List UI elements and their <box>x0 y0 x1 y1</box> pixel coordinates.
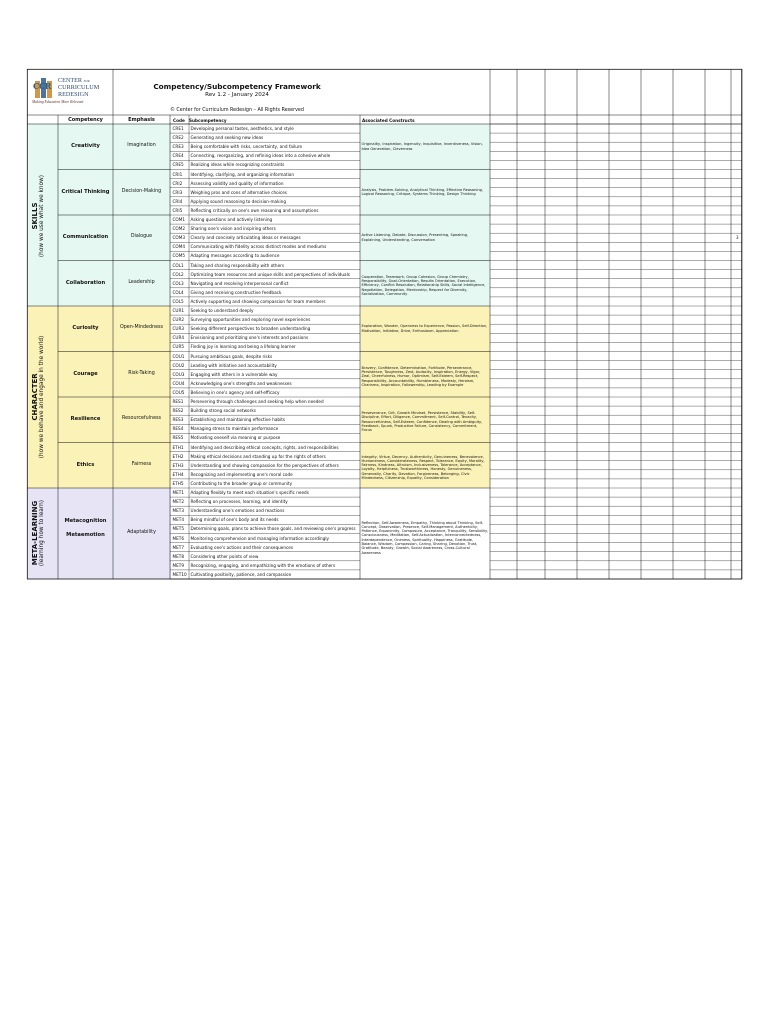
subcompetency-code: CUR1 <box>172 308 185 313</box>
subcompetency-text: Envisioning and prioritizing one's interests and passions <box>190 335 309 341</box>
logo-center: CENTER <box>58 77 83 84</box>
subcompetency-code: MET2 <box>172 499 184 505</box>
subcompetency-code: COL5 <box>172 298 184 304</box>
competency-name: Collaboration <box>65 279 106 286</box>
subcompetency-code: MET9 <box>172 562 184 568</box>
subcompetency-code: RES5 <box>172 435 184 441</box>
subcompetency-code: COM4 <box>172 244 185 250</box>
subcompetency-code: MET8 <box>172 553 184 559</box>
subcompetency-code: COL3 <box>172 280 184 286</box>
header-constructs: Associated Constructs <box>362 117 415 123</box>
subcompetency-code: CRI3 <box>172 189 183 195</box>
subcompetency-text: Engaging with others in a vulnerable way <box>190 371 278 377</box>
subcompetency-code: CUR5 <box>172 344 185 350</box>
subcompetency-code: MET7 <box>172 544 184 550</box>
subcompetency-text: Navigating and resolving interpersonal conflict <box>190 280 289 286</box>
subcompetency-text: Reflecting critically on one's own reasoning and assumptions <box>190 207 319 213</box>
subcompetency-text: Contributing to the broader group or community <box>190 480 293 486</box>
emphasis-label: Adaptability <box>127 530 156 536</box>
associated-constructs: Reflection, Self-Awareness, Empathy, Thinking about Thinking, Self-Concept, Observation, Presence, Self-Management, Authenticity, Patience, Equanimity, Composure, Acceptance, Tranquility, Sensibility, Consciousness, Meditation, Self-Actualization, Interconnectedness, Interdependence, Oneness, Spirituality, Happiness, Gratitude, Balance, Wisdom, Compassion, Caring, Sharing, Devotion, Trust, Gratitude, Beauty, Growth, Social Awareness, Cross-Cultural Awareness <box>361 520 489 555</box>
subcompetency-code: COU5 <box>172 389 185 395</box>
subcompetency-code: COU4 <box>172 380 185 386</box>
competency-name: Ethics <box>76 461 95 468</box>
dimension-skills-label <box>31 126 46 306</box>
dimension-meta-learning-label <box>31 488 46 578</box>
subcompetency-text: Connecting, reorganizing, and refining ideas into a cohesive whole <box>190 153 331 159</box>
subcompetency-code: MET6 <box>172 535 184 541</box>
subcompetency-code: CRE3 <box>172 144 184 150</box>
subcompetency-text: Optimizing team resources and unique skills and perspectives of individuals <box>190 271 350 277</box>
page-title: Competency/Subcompetency Framework <box>153 82 321 91</box>
subcompetency-text: Leading with initiative and accountability <box>190 362 277 368</box>
subcompetency-text: Assessing validity and quality of information <box>190 180 284 186</box>
subcompetency-code: COU3 <box>172 371 185 377</box>
subcompetency-code: COL2 <box>172 271 184 277</box>
subcompetency-text: Acknowledging one's strengths and weaknesses <box>190 380 292 386</box>
competency-name: Courage <box>73 370 98 377</box>
competency-name: Metacognition <box>64 517 107 524</box>
logo-monogram: CCR <box>33 81 51 91</box>
subcompetency-text: Being mindful of one's body and its needs <box>190 517 279 523</box>
skills-subtitle: (how we use what we know) <box>39 174 46 258</box>
subcompetency-text: Persevering through challenges and seeking help when needed <box>190 399 324 404</box>
associated-constructs: Cooperation, Teamwork, Group Cohesion, Group Chemistry, Responsibility, Goal-Orientation, Results Orientation, Execution, Efficiency, Conflict Resolution, Relationship Skills, Social Intelligence, Negotiation, Delegation, Mentorship, Respect for Diversity, Socialization, Community <box>361 274 486 296</box>
header-competency: Competency <box>68 117 103 123</box>
subcompetency-code: CUR3 <box>172 326 185 332</box>
subcompetency-text: Applying sound reasoning to decision-making <box>190 198 286 204</box>
subcompetency-text: Generating and seeking new ideas <box>190 135 264 141</box>
subcompetency-code: ETH3 <box>172 462 184 468</box>
competency-name: Critical Thinking <box>61 188 110 195</box>
subcompetency-text: Giving and receiving constructive feedback <box>190 289 282 295</box>
subcompetency-text: Making ethical decisions and standing up for the rights of others <box>190 453 326 459</box>
emphasis-label: Decision-Making <box>121 188 162 194</box>
emphasis-label: Resourcefulness <box>121 416 162 422</box>
header-subcompetency: Subcompetency <box>189 117 227 123</box>
subcompetency-code: MET1 <box>172 490 184 495</box>
subcompetency-text: Understanding and showing compassion for the perspectives of others <box>190 462 339 468</box>
subcompetency-text: Clearly and concisely articulating ideas or messages <box>190 235 301 241</box>
subcompetency-text: Identifying, clarifying, and organizing information <box>190 171 295 177</box>
subcompetency-code: COU2 <box>172 362 185 368</box>
subcompetency-text: Developing personal tastes, aesthetics, and style <box>190 126 294 131</box>
subcompetency-code: CRE5 <box>172 162 184 168</box>
subcompetency-code: CRE1 <box>172 126 184 131</box>
subcompetency-text: Taking and sharing responsibility with others <box>190 262 285 268</box>
subcompetency-text: Believing in one's agency and self-efficacy <box>190 389 280 395</box>
subcompetency-code: COU1 <box>172 353 185 359</box>
associated-constructs: Active Listening, Debate, Discussion, Presenting, Speaking, Explaining, Understanding, Conversation <box>361 233 469 242</box>
subcompetency-code: ETH4 <box>172 471 184 477</box>
emphasis-label: Risk-Taking <box>128 370 155 376</box>
subcompetency-code: COM2 <box>172 226 185 232</box>
subcompetency-code: MET3 <box>172 508 184 514</box>
competency-name: Metaemotion <box>66 531 105 538</box>
subcompetency-code: CRI1 <box>172 171 183 177</box>
competency-name: Curiosity <box>72 325 99 332</box>
subcompetency-text: Monitoring comprehension and managing information accordingly <box>190 535 330 541</box>
subcompetency-text: Sharing one's vision and inspiring others <box>190 226 276 232</box>
subcompetency-text: Building strong social networks <box>190 408 256 414</box>
subcompetency-text: Cultivating positivity, patience, and compassion <box>190 571 292 577</box>
associated-constructs: Analysis, Problem-Solving, Analytical Thinking, Effective Reasoning, Logical Reasoning, Critique, Systems Thinking, Design Thinking <box>361 187 484 197</box>
emphasis-label: Leadership <box>128 279 155 285</box>
subcompetency-code: ETH5 <box>172 480 184 486</box>
competency-name: Resilience <box>70 416 101 423</box>
subcompetency-text: Identifying and describing ethical concepts, rights, and responsibilities <box>190 444 339 450</box>
subcompetency-code: MET4 <box>172 517 184 523</box>
page-mark: 3 <box>736 235 739 240</box>
competency-name: Communication <box>62 234 109 241</box>
subcompetency-code: COM5 <box>172 253 185 259</box>
subcompetency-code: MET10 <box>172 571 187 577</box>
subcompetency-text: Evaluating one's actions and their consequences <box>190 544 294 550</box>
logo-tagline: Making Education More Relevant <box>32 100 84 104</box>
associated-constructs: Exploration, Wonder, Openness to Experience, Passion, Self-Direction, Motivation, Initiative, Drive, Enthusiasm, Appreciation <box>361 324 488 333</box>
copyright-text: © Center for Curriculum Redesign – All Rights Reserved <box>170 108 304 113</box>
competency-name: Creativity <box>71 143 100 150</box>
subcompetency-text: Motivating oneself via meaning or purpose <box>190 435 281 441</box>
subcompetency-text: Adapting flexibly to meet each situation's specific needs <box>190 490 309 495</box>
associated-constructs: Bravery, Confidence, Determination, Fortitude, Perseverance, Persistence, Toughness, Zest, Audacity, Inspiration, Energy, Vigor, Zeal, Cheerfulness, Humor, Optimism, Self-Esteem, Self-Respect, Responsibility, Accountability, Humbleness, Modesty, Heroism, Charisma, Inspiration, Followership, Leading by Example <box>361 365 481 387</box>
subcompetency-code: RES4 <box>172 426 184 432</box>
subcompetency-code: CUR2 <box>172 317 185 323</box>
revision-text: Rev 1.2 - January 2024 <box>205 92 269 98</box>
subcompetency-code: ETH2 <box>172 453 184 459</box>
character-title: CHARACTER <box>31 373 39 421</box>
subcompetency-text: Actively supporting and showing compassion for team members <box>190 298 326 304</box>
subcompetency-text: Surveying opportunities and exploring novel experiences <box>190 317 311 323</box>
logo-line3: REDESIGN <box>58 91 89 98</box>
emphasis-label: Dialogue <box>130 234 153 240</box>
subcompetency-text: Weighing pros and cons of alternative choices <box>190 189 287 195</box>
dimension-character-label <box>31 307 46 487</box>
subcompetency-text: Communicating with fidelity across distinct modes and mediums <box>190 244 327 250</box>
subcompetency-code: CRI4 <box>172 198 183 204</box>
subcompetency-code: RES1 <box>172 399 184 404</box>
framework-sheet <box>27 69 742 579</box>
subcompetency-code: MET5 <box>172 526 184 532</box>
subcompetency-code: CRE4 <box>172 153 184 159</box>
emphasis-label: Fairness <box>131 461 152 467</box>
associated-constructs: Originality, Inspiration, Ingenuity, Inquisitive, Inventiveness, Vision, Idea Generation, Cleverness <box>361 142 483 151</box>
subcompetency-text: Adapting messages according to audience <box>190 253 280 259</box>
meta-learning-subtitle: (learning how to learn) <box>39 499 46 567</box>
skills-title: SKILLS <box>31 202 39 230</box>
subcompetency-text: Pursuing ambitious goals, despite risks <box>190 353 273 359</box>
subcompetency-text: Establishing and maintaining effective habits <box>190 417 286 423</box>
subcompetency-text: Finding joy in learning and being a lifelong learner <box>190 344 296 350</box>
subcompetency-code: ETH1 <box>172 444 184 450</box>
subcompetency-code: CUR4 <box>172 335 185 341</box>
subcompetency-text: Reflecting on processes, learning, and identity <box>190 499 288 505</box>
subcompetency-code: COL1 <box>172 262 184 268</box>
emphasis-label: Imagination <box>127 143 156 149</box>
associated-constructs: Perseverance, Grit, Growth Mindset, Persistence, Stability, Self-Discipline, Effort, Diligence, Commitment, Self-Control, Tenacity, Resourcefulness, Self-Esteem, Confidence, Dealing with Ambiguity, Feedback, Spunk, Productive Failure, Consistency, Commitment, Focus <box>361 411 483 433</box>
header-emphasis: Emphasis <box>128 117 155 123</box>
subcompetency-text: Determining goals, plans to achieve those goals, and reviewing one's progress <box>190 526 356 532</box>
subcompetency-text: Asking questions and actively listening <box>190 217 273 222</box>
meta-learning-title: META-LEARNING <box>31 500 39 566</box>
emphasis-label: Open-Mindedness <box>119 325 164 331</box>
subcompetency-code: RES2 <box>172 408 184 414</box>
associated-constructs: Integrity, Virtue, Decency, Authenticity, Genuineness, Benevolence, Humaneness, Considerateness, Respect, Tolerance, Equity, Morality, Fairness, Kindness, Altruism, Inclusiveness, Tolerance, Acceptance, Loyalty, Helpfulness, Trustworthiness, Honesty, Genuineness, Generosity, Charity, Devotion, Forgiveness, Belonging, Civic Mindedness, Citizenship, Equality, Consideration <box>361 454 485 480</box>
header-code: Code <box>173 117 185 123</box>
character-subtitle: (how we behave and engage in the world) <box>39 335 46 459</box>
subcompetency-code: COM1 <box>172 217 185 222</box>
subcompetency-text: Recognizing and implementing one's moral code <box>190 471 293 477</box>
subcompetency-code: COM3 <box>172 235 185 241</box>
subcompetency-text: Seeking to understand deeply <box>190 308 254 313</box>
subcompetency-text: Considering other points of view <box>190 553 259 559</box>
subcompetency-text: Realizing ideas while recognizing constraints <box>190 162 285 168</box>
subcompetency-code: CRI5 <box>172 207 183 213</box>
subcompetency-code: CRE2 <box>172 135 184 141</box>
subcompetency-code: COL4 <box>172 289 184 295</box>
subcompetency-code: RES3 <box>172 417 184 423</box>
subcompetency-text: Being comfortable with risks, uncertainty, and failure <box>190 144 303 150</box>
logo-line2: CURRICULUM <box>58 84 100 91</box>
subcompetency-code: CRI2 <box>172 180 183 186</box>
subcompetency-text: Managing stress to maintain performance <box>190 426 279 432</box>
subcompetency-text: Seeking different perspectives to broaden understanding <box>190 326 311 332</box>
subcompetency-text: Recognizing, engaging, and empathizing with the emotions of others <box>190 562 336 568</box>
subcompetency-text: Understanding one's emotions and reactions <box>190 508 285 514</box>
logo-for: FOR <box>83 79 90 83</box>
